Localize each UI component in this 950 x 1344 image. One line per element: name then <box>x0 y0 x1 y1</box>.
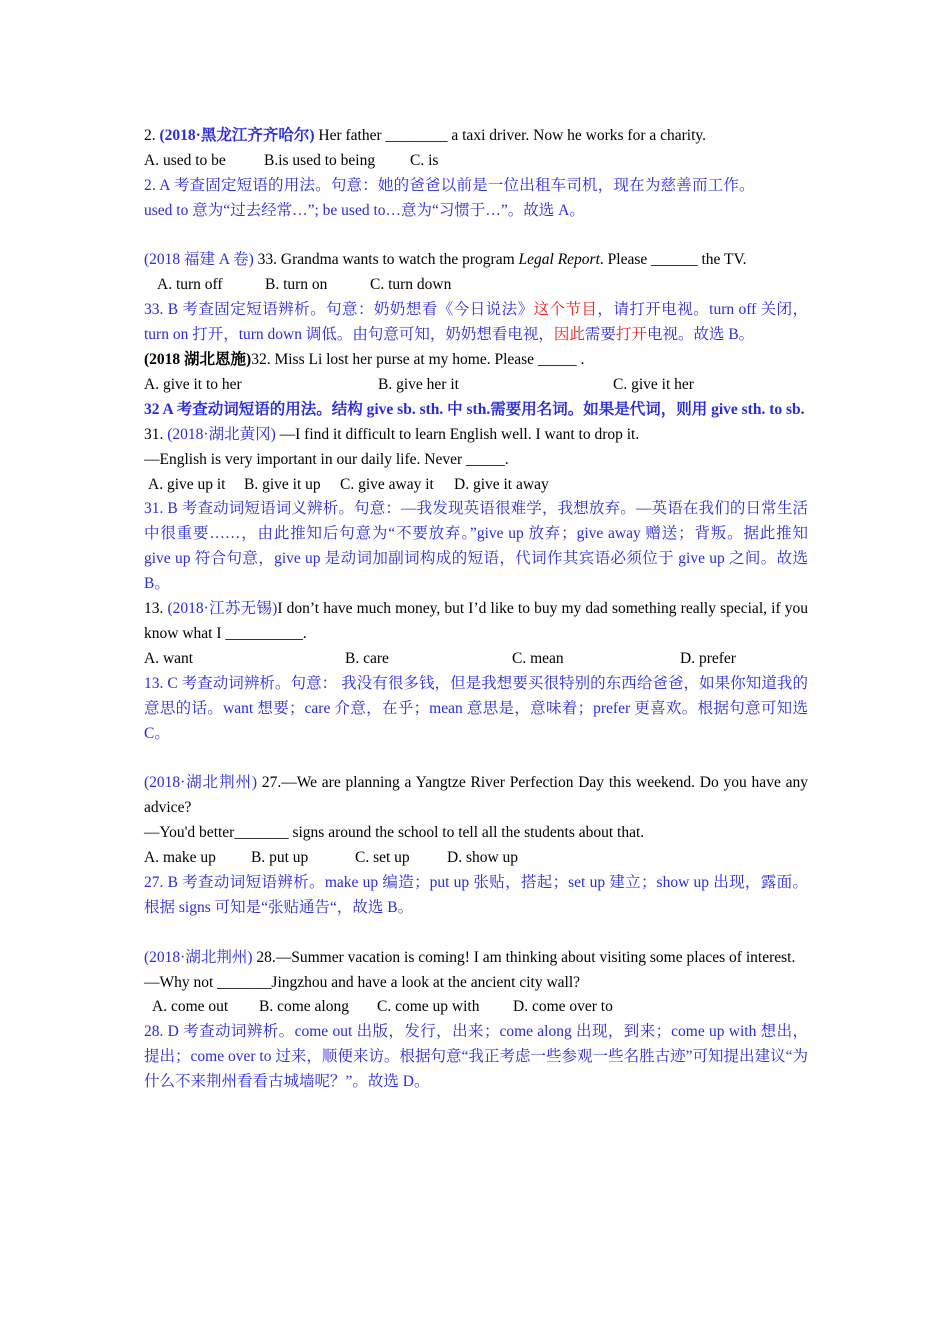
option-a: A. used to be <box>144 151 226 169</box>
spacer <box>144 746 808 771</box>
answer-explanation: 33. B 考查固定短语辨析。句意：奶奶想看《今日说法》这个节目，请打开电视。turn off 关闭，turn on 打开，turn down 调低。由句意可知，奶奶想看电视，因此需要打开电视。故选 B。 <box>144 301 808 344</box>
option-b: B. care <box>345 649 389 667</box>
question-6-options <box>144 846 808 871</box>
option-d: D. show up <box>447 849 519 867</box>
question-2 <box>144 248 808 273</box>
question-4 <box>144 423 808 448</box>
answer-explanation: 28. D 考查动词辨析。come out 出版，发行，出来；come along 出现，到来；come up with 想出，提出；come over to 过来，顺便来访。根据句意“我正考虑一些参观一些名胜古迹”可知提出建议“为什么不来荆州看看古城墙呢？”。故选 D。 <box>144 1023 808 1091</box>
option-a: A. come out <box>152 998 229 1016</box>
question-3-options <box>144 373 808 398</box>
question-number: 13. <box>144 600 168 618</box>
question-number: 2. <box>144 127 156 144</box>
option-b: B. turn on <box>265 276 328 294</box>
program-title: Legal Report <box>518 251 600 269</box>
option-d: D. prefer <box>680 649 736 667</box>
option-a: A. give up it <box>148 475 226 493</box>
question-3 <box>144 348 808 373</box>
answer-explanation: 13. C 考查动词辨析。句意： 我没有很多钱，但是我想要买很特别的东西给爸爸，如果你知道我的意思的话。want 想要；care 介意，在乎；mean 意思是，意味着；prefer 更喜欢。根据句意可知选 C。 <box>144 674 808 742</box>
option-b: B. give her it <box>378 375 459 393</box>
question-stem: —I find it difficult to learn English well. I want to drop it. <box>275 425 640 443</box>
question-7 <box>144 946 808 971</box>
question-stem: 28.—Summer vacation is coming! I am thinking about visiting some places of interest. <box>252 948 796 966</box>
answer-explanation: used to 意为“过去经常…”; be used to…意为“习惯于…”。故选 A。 <box>144 201 585 219</box>
question-stem: 33. Grandma wants to watch the program <box>253 251 519 269</box>
question-stem: . Please ______ the TV. <box>599 251 747 269</box>
question-stem: —English is very important in our daily life. Never _____. <box>144 450 509 468</box>
answer-explanation: 27. B 考查动词短语辨析。make up 编造；put up 张贴，搭起；set up 建立；show up 出现，露面。根据 signs 可知是“张贴通告“，故选 B。 <box>144 873 808 916</box>
option-a: A. make up <box>144 849 216 867</box>
question-stem: 32. Miss Li lost her purse at my home. Please _____ . <box>251 351 585 369</box>
answer-explanation: 31. B 考查动词短语词义辨析。句意：—我发现英语很难学，我想放弃。—英语在我们的日常生活中很重要……，由此推知后句意为“不要放弃。”give up 放弃；give away 赠送；背叛。据此推知 give up 符合句意，give up 是动词加副词构成的短语，代词作其宾语必须位于 give up 之间。故选 B。 <box>144 500 808 593</box>
option-c: C. turn down <box>370 276 452 294</box>
question-5 <box>144 597 808 647</box>
question-source: (2018 湖北恩施) <box>144 351 252 369</box>
option-b: B. give it up <box>244 475 321 493</box>
answer-explanation: 32 A 考查动词短语的用法。结构 give sb. sth. 中 sth.需要用名词。如果是代词，则用 give sth. to sb. <box>144 400 805 418</box>
question-5-options <box>144 647 808 672</box>
option-c: C. is <box>410 151 439 169</box>
option-b: B.is used to being <box>264 151 376 169</box>
question-1-options <box>144 149 808 174</box>
question-7-options <box>144 995 808 1020</box>
question-stem: —Why not _______Jingzhou and have a look at the ancient city wall? <box>144 973 581 991</box>
option-a: A. turn off <box>157 276 223 294</box>
option-d: D. give it away <box>454 475 549 493</box>
question-source: (2018 福建 A 卷) <box>144 251 254 269</box>
question-stem: 27.—We are planning a Yangtze River Perfection Day this weekend. Do you have any advice? <box>144 774 808 817</box>
option-c: C. give it her <box>613 375 694 393</box>
option-c: C. come up with <box>377 998 480 1016</box>
question-stem: Her father ________ a taxi driver. Now he works for a charity. <box>314 127 707 144</box>
question-stem: —You'd better_______ signs around the school to tell all the students about that. <box>144 824 645 842</box>
question-number: 31. <box>144 425 168 443</box>
question-4-options <box>144 473 808 498</box>
option-c: C. set up <box>355 849 410 867</box>
question-1 <box>144 124 808 149</box>
question-source: (2018·江苏无锡) <box>167 600 278 618</box>
question-6 <box>144 771 808 821</box>
question-source: (2018·黑龙江齐齐哈尔) <box>159 127 315 144</box>
question-source: (2018·湖北荆州) <box>144 948 253 966</box>
option-d: D. come over to <box>513 998 613 1016</box>
spacer <box>144 921 808 946</box>
option-a: A. give it to her <box>144 375 242 393</box>
answer-explanation: 2. A 考查固定短语的用法。句意：她的爸爸以前是一位出租车司机，现在为慈善而工作。 <box>144 176 755 194</box>
option-b: B. come along <box>259 998 349 1016</box>
question-stem: I don’t have much money, but I’d like to buy my dad something really special, if you know what I __________. <box>144 600 808 642</box>
question-source: (2018·湖北荆州) <box>144 774 258 792</box>
option-c: C. mean <box>512 649 564 667</box>
option-a: A. want <box>144 649 194 667</box>
question-source: (2018·湖北黄冈) <box>167 425 276 443</box>
option-c: C. give away it <box>340 475 434 493</box>
document-page <box>144 124 808 1095</box>
question-2-options <box>144 273 808 298</box>
spacer <box>144 224 808 249</box>
option-b: B. put up <box>251 849 309 867</box>
